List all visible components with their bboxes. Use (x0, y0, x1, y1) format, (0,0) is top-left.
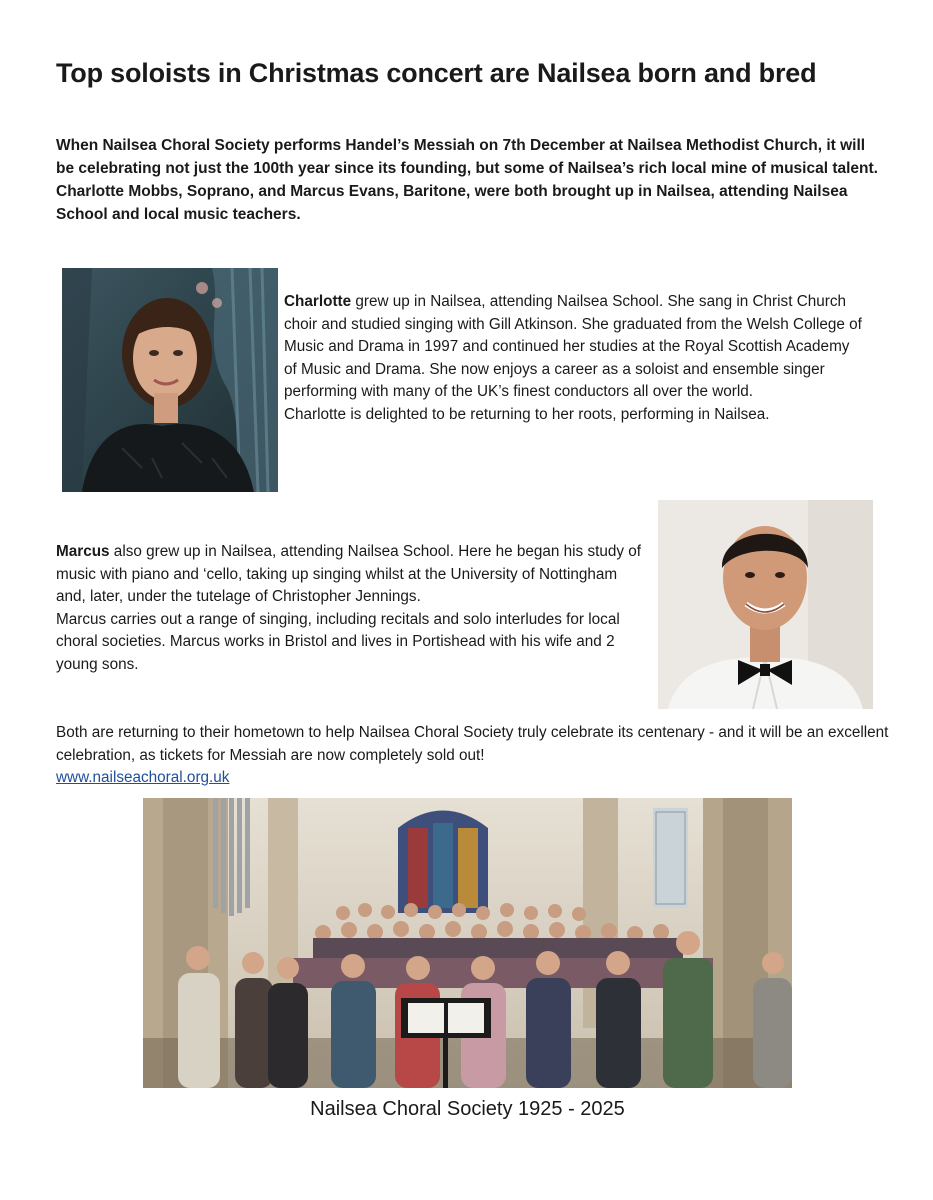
photo-caption: Nailsea Choral Society 1925 - 2025 (310, 1098, 625, 1120)
charlotte-portrait-photo (62, 268, 278, 492)
marcus-bio-paragraph (56, 541, 646, 609)
article-intro (56, 134, 886, 226)
marcus-bio-closing: Marcus carries out a range of singing, including recitals and solo interludes for local choral societies. Marcus works in Bristol and lives in Portishead with his wife and 2 young sons. (56, 610, 620, 673)
choir-group-photo (143, 798, 792, 1088)
article-title: Top soloists in Christmas concert are Nailsea born and bred (56, 58, 817, 88)
charlotte-bio-paragraph (284, 291, 864, 404)
closing-text: Both are returning to their hometown to help Nailsea Choral Society truly celebrate its centenary - and it will be an excellent celebration, as tickets for Messiah are now completely sold out! (56, 724, 889, 764)
intro-paragraph: When Nailsea Choral Society performs Handel’s Messiah on 7th December at Nailsea Methodist Church, it will be celebrating not just the 100th year since its founding, but some of Nailsea’s rich local mine of musical talent. (56, 137, 878, 177)
charlotte-bio-text: grew up in Nailsea, attending Nailsea School. She sang in Christ Church choir and studied singing with Gill Atkinson. She graduated from the Welsh College of Music and Drama in 1997 and continued her studies at the Royal Scottish Academy of Music and Drama. She now enjoys a career as a soloist and ensemble singer performing with many of the UK’s finest conductors all over the world. (284, 293, 862, 400)
website-link[interactable]: www.nailseachoral.org.uk (56, 769, 230, 786)
marcus-name: Marcus (56, 543, 110, 560)
marcus-portrait-photo (658, 500, 873, 709)
marcus-bio (56, 541, 646, 676)
intro-paragraph-soloists: Charlotte Mobbs, Soprano, and Marcus Evans, Baritone, were both brought up in Nailsea, attending Nailsea School and local music teachers. (56, 183, 848, 223)
closing-paragraph (56, 722, 896, 790)
marcus-bio-text: also grew up in Nailsea, attending Nailsea School. Here he began his study of music with piano and ‘cello, taking up singing whilst at the University of Nottingham and, later, under the tutelage of Christopher Jennings. (56, 543, 642, 605)
charlotte-name: Charlotte (284, 293, 352, 310)
charlotte-bio-closing: Charlotte is delighted to be returning to her roots, performing in Nailsea. (284, 405, 770, 423)
charlotte-bio (284, 291, 864, 426)
